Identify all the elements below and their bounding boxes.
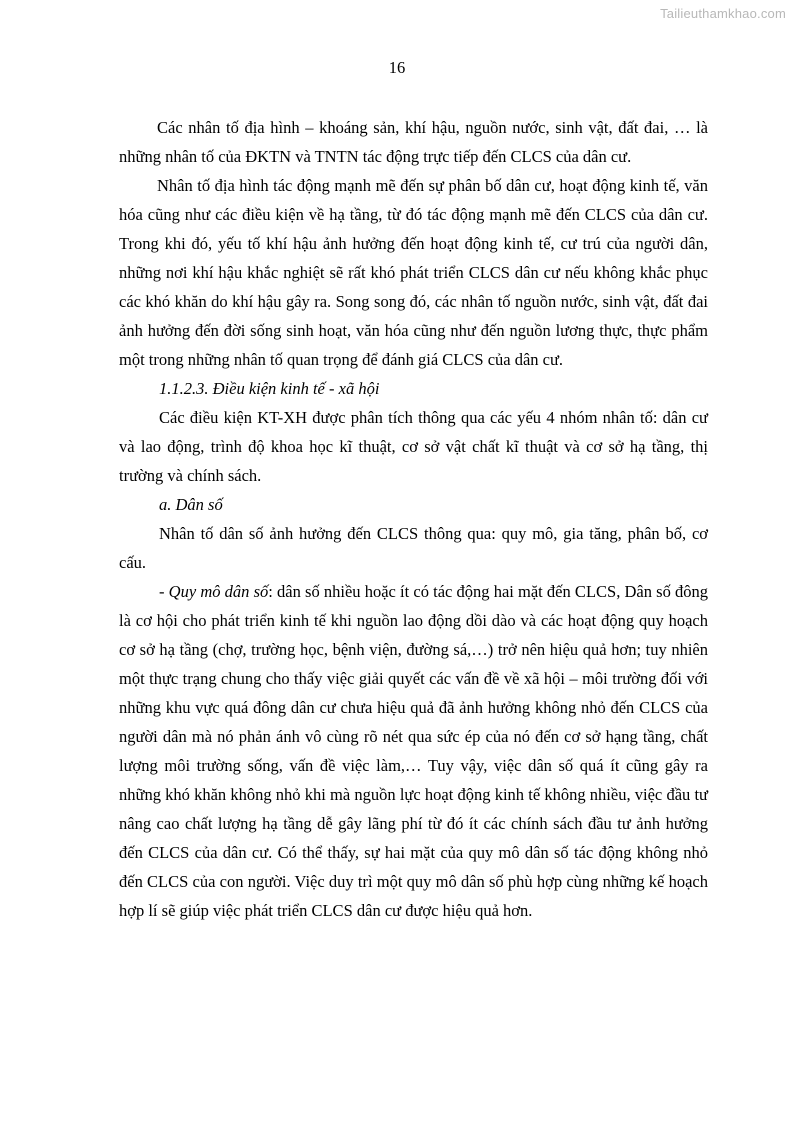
paragraph-terrain-climate: Nhân tố địa hình tác động mạnh mẽ đến sự phân bố dân cư, hoạt động kinh tế, văn hóa cũng như các điều kiện về hạ tầng, từ đó tác động mạnh mẽ đến CLCS của dân cư. Trong khi đó, yếu tố khí hậu ảnh hưởng đến hoạt động kinh tế, cư trú của người dân, những nơi khí hậu khắc nghiệt sẽ rất khó phát triển CLCS dân cư nếu không khắc phục các khó khăn do khí hậu gây ra. Song song đó, các nhân tố nguồn nước, sinh vật, đất đai ảnh hưởng đến đời sống sinh hoạt, văn hóa cũng như đến nguồn lương thực, thực phẩm một trong những nhân tố quan trọng để đánh giá CLCS của dân cư.: [119, 176, 708, 369]
term-population-size: Quy mô dân số: [168, 582, 269, 601]
watermark: Tailieuthamkhao.com: [660, 6, 786, 21]
subsection-heading-population: a. Dân số: [159, 495, 223, 514]
paragraph-socioeconomic-conditions: Các điều kiện KT-XH được phân tích thông qua các yếu 4 nhóm nhân tố: dân cư và lao động, trình độ khoa học kĩ thuật, cơ sở vật chất kĩ thuật và cơ sở hạ tầng, thị trường và chính sách.: [119, 408, 708, 485]
population-size-text: : dân số nhiều hoặc ít có tác động hai mặt đến CLCS, Dân số đông là cơ hội cho phát triển kinh tế khi nguồn lao động dồi dào và các hoạt động quy hoạch cơ sở hạ tầng (chợ, trường học, bệnh viện, đường sá,…) trở nên hiệu quả hơn; tuy nhiên một thực trạng chung cho thấy việc giải quyết các vấn đề về xã hội – môi trường đối với những khu vực quá đông dân cư chưa hiệu quả đã ảnh hưởng không nhỏ đến CLCS của người dân mà nó phản ánh vô cùng rõ nét qua sức ép của nó đến cơ sở hạng tầng, chất lượng môi trường sống, vấn đề việc làm,… Tuy vậy, việc dân số quá ít cũng gây ra những khó khăn không nhỏ khi mà nguồn lực hoạt động kinh tế không nhiều, việc đầu tư nâng cao chất lượng hạ tầng dễ gây lãng phí từ đó ít các chính sách đầu tư ảnh hưởng đến CLCS của dân cư. Có thể thấy, sự hai mặt của quy mô dân số tác động không nhỏ đến CLCS của con người. Việc duy trì một quy mô dân số phù hợp cùng những kế hoạch hợp lí sẽ giúp việc phát triển CLCS dân cư được hiệu quả hơn.: [119, 582, 709, 920]
paragraph-population-size: [119, 577, 708, 925]
paragraph-population-factors: Nhân tố dân số ảnh hưởng đến CLCS thông qua: quy mô, gia tăng, phân bố, cơ cấu.: [119, 524, 708, 572]
page-number: 16: [388, 58, 406, 77]
bullet-dash: -: [159, 582, 169, 601]
section-heading-socioeconomic: 1.1.2.3. Điều kiện kinh tế - xã hội: [159, 379, 380, 398]
document-body: [119, 113, 708, 925]
paragraph-natural-factors: Các nhân tố địa hình – khoáng sản, khí hậu, nguồn nước, sinh vật, đất đai, … là những nhân tố của ĐKTN và TNTN tác động trực tiếp đến CLCS của dân cư.: [119, 118, 708, 166]
